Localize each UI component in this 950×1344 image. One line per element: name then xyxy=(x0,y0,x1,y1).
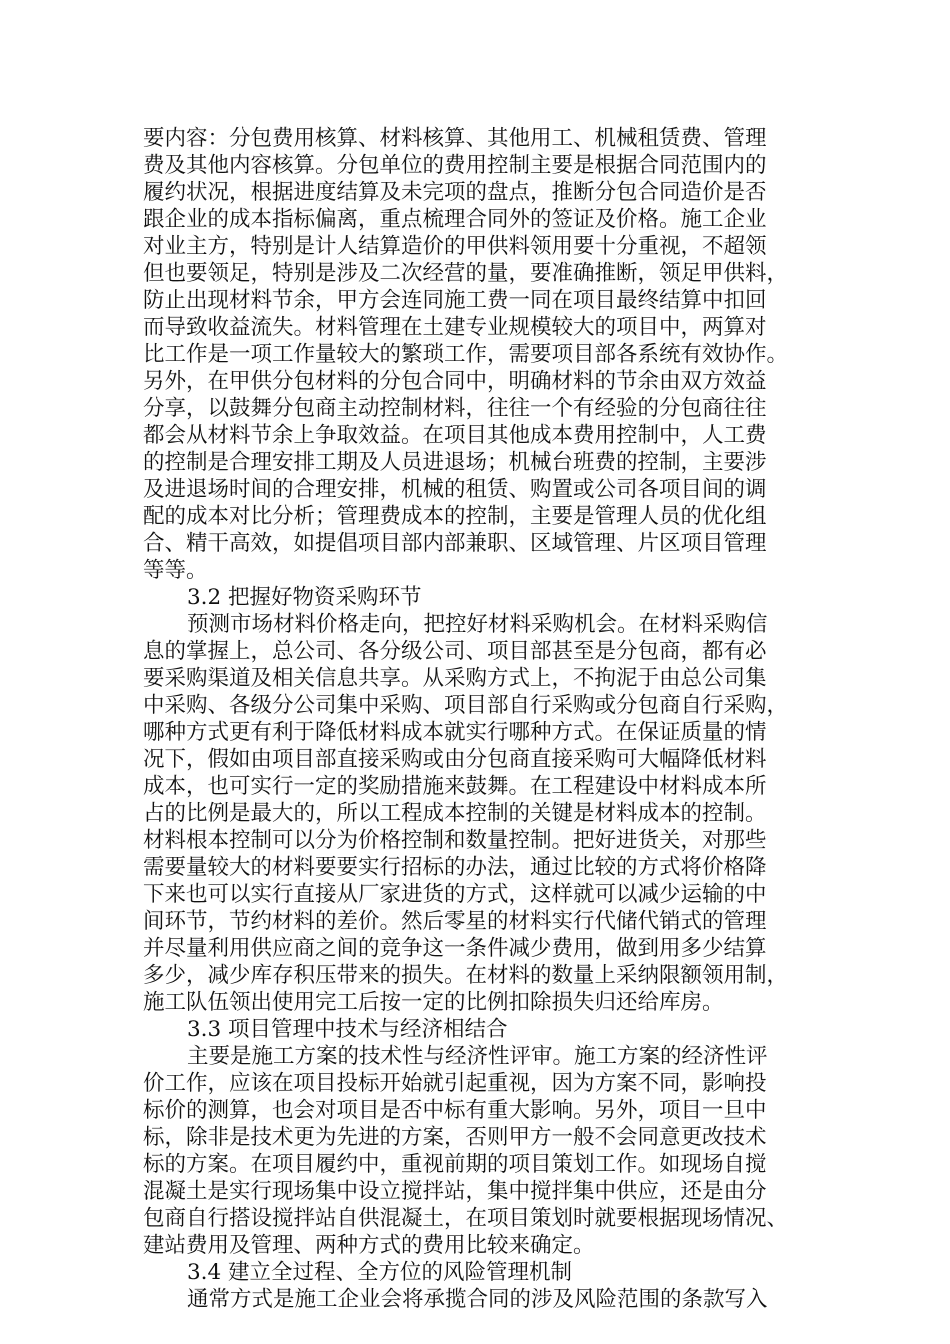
text-line: 通常方式是施工企业会将承揽合同的涉及风险范围的条款写入 xyxy=(187,1287,768,1312)
text-line: 施工队伍领出使用完工后按一定的比例扣除损失归还给库房。 xyxy=(143,990,724,1015)
section-heading: 3.3 项目管理中技术与经济相结合 xyxy=(187,1017,508,1042)
text-line: 需要量较大的材料要要实行招标的办法，通过比较的方式将价格降 xyxy=(143,855,767,880)
text-line: 中采购、各级分公司集中采购、项目部自行采购或分包商自行采购， xyxy=(143,693,789,718)
text-line: 息的掌握上，总公司、各分级公司、项目部甚至是分包商，都有必 xyxy=(143,639,767,664)
text-line: 防止出现材料节余，甲方会连同施工费一同在项目最终结算中扣回 xyxy=(143,288,767,313)
text-line: 而导致收益流失。材料管理在土建专业规模较大的项目中，两算对 xyxy=(143,315,767,340)
section-heading: 3.4 建立全过程、全方位的风险管理机制 xyxy=(187,1260,573,1285)
text-line: 哪种方式更有利于降低材料成本就实行哪种方式。在保证质量的情 xyxy=(143,720,767,745)
text-line: 间环节，节约材料的差价。然后零星的材料实行代储代销式的管理 xyxy=(143,909,767,934)
text-line: 分享，以鼓舞分包商主动控制材料，往往一个有经验的分包商往往 xyxy=(143,396,767,421)
text-line: 跟企业的成本指标偏离，重点梳理合同外的签证及价格。施工企业 xyxy=(143,207,767,232)
text-line: 预测市场材料价格走向，把控好材料采购机会。在材料采购信 xyxy=(187,612,768,637)
text-line: 比工作是一项工作量较大的繁琐工作，需要项目部各系统有效协作。 xyxy=(143,342,789,367)
text-line: 对业主方，特别是计人结算造价的甲供料领用要十分重视，不超领 xyxy=(143,234,767,259)
text-line: 费及其他内容核算。分包单位的费用控制主要是根据合同范围内的 xyxy=(143,153,767,178)
text-line: 都会从材料节余上争取效益。在项目其他成本费用控制中，人工费 xyxy=(143,423,767,448)
section-heading: 3.2 把握好物资采购环节 xyxy=(187,585,422,610)
text-line: 多少，减少库存积压带来的损失。在材料的数量上采纳限额领用制， xyxy=(143,963,789,988)
text-line: 及进退场时间的合理安排，机械的租赁、购置或公司各项目间的调 xyxy=(143,477,767,502)
text-line: 履约状况，根据进度结算及未完项的盘点，推断分包合同造价是否 xyxy=(143,180,767,205)
text-line: 并尽量利用供应商之间的竞争这一条件减少费用，做到用多少结算 xyxy=(143,936,767,961)
text-line: 混凝土是实行现场集中设立搅拌站，集中搅拌集中供应，还是由分 xyxy=(143,1179,767,1204)
text-line: 要内容：分包费用核算、材料核算、其他用工、机械租赁费、管理 xyxy=(143,126,767,151)
text-line: 建站费用及管理、两种方式的费用比较来确定。 xyxy=(143,1233,595,1258)
text-line: 包商自行搭设搅拌站自供混凝土，在项目策划时就要根据现场情况、 xyxy=(143,1206,789,1231)
text-line: 成本，也可实行一定的奖励措施来鼓舞。在工程建设中材料成本所 xyxy=(143,774,767,799)
text-line: 下来也可以实行直接从厂家进货的方式，这样就可以减少运输的中 xyxy=(143,882,767,907)
text-line: 主要是施工方案的技术性与经济性评审。施工方案的经济性评 xyxy=(187,1044,768,1069)
text-line: 但也要领足，特别是涉及二次经营的量，要准确推断，领足甲供料， xyxy=(143,261,789,286)
text-line: 价工作，应该在项目投标开始就引起重视，因为方案不同，影响投 xyxy=(143,1071,767,1096)
text-line: 标的方案。在项目履约中，重视前期的项目策划工作。如现场自搅 xyxy=(143,1152,767,1177)
text-line: 材料根本控制可以分为价格控制和数量控制。把好进货关，对那些 xyxy=(143,828,767,853)
text-line: 要采购渠道及相关信息共享。从采购方式上，不拘泥于由总公司集 xyxy=(143,666,767,691)
text-line: 况下，假如由项目部直接采购或由分包商直接采购可大幅降低材料 xyxy=(143,747,767,772)
text-line: 占的比例是最大的，所以工程成本控制的关键是材料成本的控制。 xyxy=(143,801,767,826)
text-line: 等等。 xyxy=(143,558,208,583)
text-line: 标价的测算，也会对项目是否中标有重大影响。另外，项目一旦中 xyxy=(143,1098,767,1123)
text-line: 另外，在甲供分包材料的分包合同中，明确材料的节余由双方效益 xyxy=(143,369,767,394)
text-line: 标，除非是技术更为先进的方案，否则甲方一般不会同意更改技术 xyxy=(143,1125,767,1150)
text-line: 合、精干高效，如提倡项目部内部兼职、区域管理、片区项目管理 xyxy=(143,531,767,556)
text-line: 的控制是合理安排工期及人员进退场；机械台班费的控制，主要涉 xyxy=(143,450,767,475)
text-line: 配的成本对比分析；管理费成本的控制，主要是管理人员的优化组 xyxy=(143,504,767,529)
